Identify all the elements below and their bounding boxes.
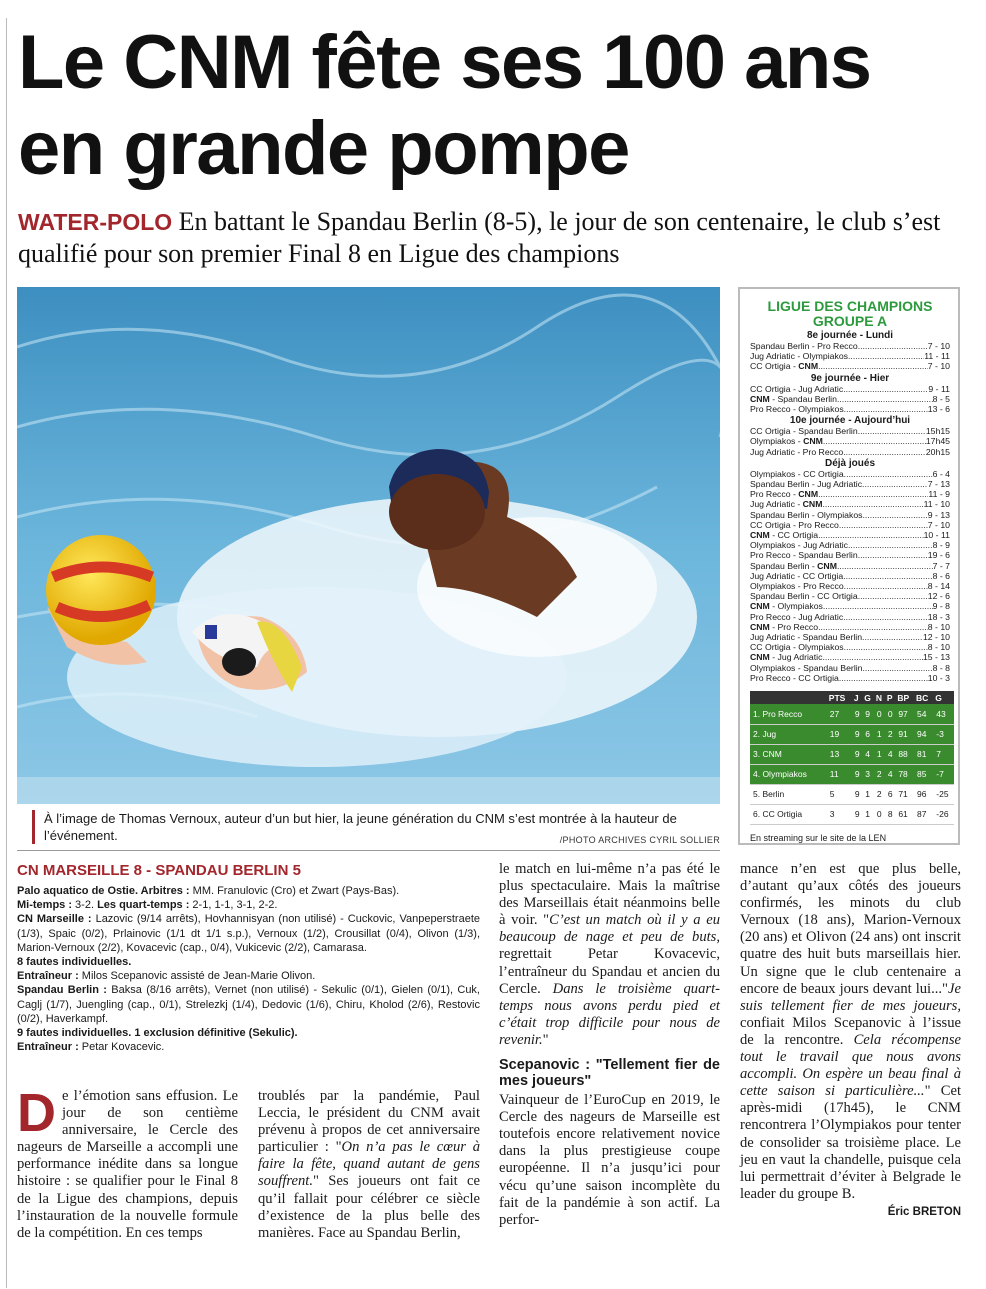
column-4-text-mid: confiait Milos Scepanovic à l’issue de la rencontre. [740,1014,961,1048]
leader-dots [839,673,928,683]
stat-cell: 2 [874,784,885,804]
stat-cell: 81 [914,744,933,764]
leader-dots [863,663,933,673]
cnm-fouls: 8 fautes individuelles. [17,956,132,969]
result-row [750,479,950,489]
result-row [750,540,950,550]
stat-cell: 4 [862,744,874,764]
result-row [750,361,950,371]
halftime-score: 3-2. [72,899,98,912]
photo-credit: /PHOTO ARCHIVES CYRIL SOLLIER [559,835,720,845]
referees: MM. Franulovic (Cro) et Zwart (Pays-Bas). [189,885,400,897]
stat-cell: 3 [827,804,852,824]
stat-cell: 9 [852,804,862,824]
match-teams: Spandau Berlin - Olympiakos [750,509,863,520]
match-score: 6 - 4 [932,468,950,479]
quarters-label: Les quart-temps : [97,899,190,912]
round-9-results [750,384,950,415]
stat-cell: 1 [874,744,885,764]
leader-dots [839,520,928,530]
result-row [750,394,950,404]
leader-dots [848,540,933,550]
box-title-1: LIGUE DES CHAMPIONS [767,298,933,314]
result-row [750,663,950,673]
leader-dots [823,436,926,446]
match-teams: CNM - Olympiakos [750,601,823,612]
played-heading: Déjà joués [824,457,876,469]
venue-label: Palo aquatico de Ostie. Arbitres : [17,885,190,897]
leader-dots [843,384,928,394]
result-row [750,601,950,611]
article-column-4 [740,861,961,1221]
standings-col-header [750,691,827,704]
result-row [750,469,950,479]
match-teams: Olympiakos - Spandau Berlin [750,662,863,673]
leader-dots [844,642,928,652]
result-row [750,426,950,436]
section-separator [17,850,720,851]
leader-dots [837,561,933,571]
standings-row [750,724,954,744]
quote-close: " [542,1031,549,1048]
leader-dots [837,394,933,404]
stat-cell: 1 [874,724,885,744]
caption-bar [32,810,35,844]
match-teams: Pro Recco - Olympiakos [750,404,844,415]
result-row [750,581,950,591]
stat-cell: 9 [852,724,862,744]
stat-cell: 91 [895,724,914,744]
stat-cell: -3 [933,724,954,744]
stat-cell: -7 [933,764,954,784]
result-row [750,530,950,540]
result-row [750,632,950,642]
match-score: 17h45 [925,436,950,447]
stat-cell: -25 [933,784,954,804]
match-teams: Spandau Berlin - CNM [750,560,837,571]
match-teams: CC Ortigia - CNM [750,361,819,372]
round-10-fixtures [750,426,950,457]
subhead [18,206,968,269]
leader-dots [848,351,924,361]
match-score: 8 - 10 [927,621,950,632]
president-quote: On n’a pas le cœur à faire la fête, quand autant de gens souffrent. [258,1139,480,1190]
stat-cell: 4 [885,744,895,764]
article-column-1 [17,1083,238,1242]
stat-cell: 9 [852,744,862,764]
leader-dots [858,341,928,351]
match-teams: Pro Recco - Jug Adriatic [750,611,844,622]
match-teams: Spandau Berlin - Jug Adriatic [750,479,863,490]
spandau-coach-label: Entraîneur : [17,1041,79,1054]
stat-cell: 96 [914,784,933,804]
match-teams: CNM - Spandau Berlin [750,393,837,404]
standings-col-header: PTS [827,691,852,704]
stat-cell: 94 [914,724,933,744]
match-score: 18 - 3 [927,611,950,622]
match-score: 8 - 5 [932,393,950,404]
leader-dots [844,469,933,479]
result-row [750,612,950,622]
match-score: 8 - 14 [927,581,950,592]
match-score: 11 - 10 [923,499,950,510]
match-teams: CC Ortigia - Pro Recco [750,519,839,530]
leader-dots [818,361,928,371]
match-score: 8 - 10 [927,642,950,653]
leader-dots [818,530,924,540]
match-score: 15 - 13 [922,652,950,663]
team-name: 2. Jug [750,724,827,744]
standings-col-header: G [933,691,954,704]
column-2-text: troublés par la pandémie, Paul Leccia, le président du CNM avait prévenu à propos de cet anniversaire particulier : " [258,1088,480,1156]
leader-dots [858,550,928,560]
result-row [750,351,950,361]
caption-text: À l’image de Thomas Vernoux, auteur d’un but hier, la jeune génération du CNM s’est montrée à la hauteur de l’événement. [44,811,677,843]
stat-cell: 6 [885,784,895,804]
stat-cell: 9 [852,784,862,804]
result-row [750,510,950,520]
stat-cell: 71 [895,784,914,804]
match-score: 13 - 6 [927,404,950,415]
stat-cell: 87 [914,804,933,824]
stat-cell: 13 [827,744,852,764]
round-8-heading: 8e journée - Lundi [806,330,894,341]
match-teams: CNM - CC Ortigia [750,530,819,541]
stat-cell: 1 [862,784,874,804]
cnm-players: Lazovic (9/14 arrêts), Hovhannisyan (non utilisé) - Cuckovic, Vanpeperstraete (1/3), Spaic (0/2), Prlainovic (1/1 dt 1/1 s.p.), Vernoux (1/2), Crousillat (0/4), Olivon (1/3), Marion-Vernoux (2/2), Kovacevic (cap., 0/4), Vukicevic (2/2), Camarasa. [17,913,480,954]
leader-dots [858,591,928,601]
column-4-text: mance n’en est que plus belle, d’autant qu’aux côtés des joueurs confirmés, les minots du club Vernoux (18 ans), Marion-Vernoux (20 ans) et Olivon (24 ans) ont inscrit quatre des huit buts marseillais hier. Un signe que le club centenaire a encore de beaux jours devant lui..." [740,861,961,997]
article-column-3 [499,861,720,1229]
leader-dots [844,404,928,414]
leader-dots [822,499,923,509]
left-rule [6,18,7,1288]
match-teams: Jug Adriatic - Pro Recco [750,446,844,457]
match-score: 20h15 [925,446,950,457]
scepanovic-quote-2: Cela récompense tout le travail que nous avons accompli. On espère un beau final à cette saison si particulière... [740,1031,961,1100]
column-4-text-end: " Cet après-midi (17h45), le CNM rencontrera l’Olympiakos pour tenter de consolider sa troisième place. Le jeu en vaut la chandelle, puisque cela lui permettrait d’éviter à Belgrade le leader du groupe B. [740,1083,962,1202]
result-row [750,436,950,446]
spandau-coach: Petar Kovacevic. [78,1041,165,1054]
match-score: 8 - 6 [932,570,950,581]
leader-dots [863,510,928,520]
match-score: 7 - 10 [927,519,950,530]
result-row [750,591,950,601]
match-score-title: CN MARSEILLE 8 - SPANDAU BERLIN 5 [17,862,301,879]
match-score: 8 - 8 [932,662,950,673]
drop-cap: D [17,1083,56,1143]
cnm-coach: Milos Scepanovic assisté de Jean-Marie Olivon. [78,970,316,983]
standings-col-header: J [852,691,862,704]
stat-cell: 5 [827,784,852,804]
box-title-2: GROUPE A [812,313,888,329]
column-1-text: e l’émotion sans effusion. Le jour de son centième anniversaire, le Cercle des nageurs de Marseille a accompli une performance inédite dans sa longue histoire : se qualifier pour le Final 8 de la Ligue des champions, depuis l’instauration de la nouvelle formule de la compétition. En ces temps [17,1088,238,1241]
match-score: 15h15 [925,426,950,437]
match-teams: Jug Adriatic - CC Ortigia [750,570,844,581]
stat-cell: 0 [874,704,885,724]
standings-table [750,691,954,825]
match-teams: Spandau Berlin - CC Ortigia [750,591,858,602]
played-results [750,469,950,683]
spandau-fouls: 9 fautes individuelles. 1 exclusion définitive (Sekulic). [17,1027,298,1040]
result-row [750,550,950,560]
match-score: 7 - 13 [927,479,950,490]
result-row [750,404,950,414]
match-teams: CC Ortigia - Olympiakos [750,642,844,653]
column-3-text: le match en lui-même n’a pas été le plus spectaculaire. Mais la maîtrise des Marseillais était néanmoins belle à voir. " [499,861,720,929]
kicker: WATER-POLO [18,209,173,235]
match-teams: Olympiakos - Jug Adriatic [750,540,849,551]
match-score: 7 - 10 [927,341,950,351]
team-name: 6. CC Ortigia [750,804,827,824]
stat-cell: 61 [895,804,914,824]
result-row [750,489,950,499]
result-row [750,520,950,530]
stat-cell: 85 [914,764,933,784]
author-signature: Éric BRETON [887,1205,961,1218]
match-score: 19 - 6 [927,550,950,561]
stat-cell: 88 [895,744,914,764]
leader-dots [822,652,923,662]
result-row [750,571,950,581]
leader-dots [843,571,932,581]
standings-row [750,704,954,724]
match-teams: Pro Recco - Spandau Berlin [750,550,858,561]
stat-cell: 3 [862,764,874,784]
standings-row [750,744,954,764]
kovacevic-quote: C’est un match où il y a eu beaucoup de nage et peu de buts, [499,912,720,946]
match-score: 7 - 10 [927,361,950,372]
match-teams: CC Ortigia - Spandau Berlin [750,426,858,437]
match-teams: Spandau Berlin - Pro Recco [750,341,858,351]
leader-dots [823,601,933,611]
article-column-2 [258,1088,480,1242]
stat-cell: 9 [852,764,862,784]
result-row [750,652,950,662]
result-row [750,673,950,683]
stat-cell: 11 [827,764,852,784]
result-row [750,622,950,632]
column-2-text-end: " Ses joueurs ont fait ce qu’il fallait pour célébrer ce siècle d’existence de la plus belle des manières. Face au Spandau Berlin, [258,1173,480,1241]
standings-col-header: P [885,691,895,704]
stat-cell: 54 [914,704,933,724]
stat-cell: 1 [862,804,874,824]
match-teams: Olympiakos - CNM [750,436,823,447]
photo-caption [44,810,720,844]
leader-dots [862,479,928,489]
match-score: 11 - 9 [928,489,950,500]
stat-cell: 97 [895,704,914,724]
leader-dots [843,612,928,622]
stat-cell: 43 [933,704,954,724]
standings-col-header: BC [914,691,933,704]
result-row [750,447,950,457]
team-name: 5. Berlin [750,784,827,804]
match-teams: Jug Adriatic - Spandau Berlin [750,632,863,643]
leader-dots [858,426,926,436]
stat-cell: 7 [933,744,954,764]
stat-cell: 19 [827,724,852,744]
match-teams: Pro Recco - CC Ortigia [750,672,839,683]
quarters-scores: 2-1, 1-1, 3-1, 2-2. [189,899,278,912]
column-3-text-2: Vainqueur de l’EuroCup en 2019, le Cercle des nageurs de Marseille est toutefois encore relativement novice dans la plus prestigieuse coupe européenne. Il n’a jusqu’ici pour vécu qu’une saison incomplète du fait de la pandémie à son actif. La perfor- [499,1092,720,1228]
match-teams: Olympiakos - Pro Recco [750,581,844,592]
standings-col-header: N [874,691,885,704]
leader-dots [844,581,928,591]
kovacevic-quote-2: Dans le troisième quart-temps nous avons perdu pied et c’était trop difficile pour nous de revenir. [499,980,720,1048]
standings-row [750,764,954,784]
match-teams: Pro Recco - CNM [750,489,819,500]
stat-cell: 0 [885,704,895,724]
leader-dots [818,489,928,499]
match-score: 12 - 10 [922,632,950,643]
match-score: 8 - 9 [932,540,950,551]
standings-header [750,691,954,704]
match-score: 10 - 3 [927,672,950,683]
match-score: 9 - 13 [927,509,950,520]
subhead-text: En battant le Spandau Berlin (8-5), le jour de son centenaire, le club s’est qualifié pour son premier Final 8 en Ligue des champions [18,207,941,268]
standings-col-header: BP [895,691,914,704]
result-row [750,561,950,571]
round-10-heading: 10e journée - Aujourd’hui [789,415,911,427]
match-sheet [17,884,480,1054]
halftime-label: Mi-temps : [17,899,72,912]
headline: Le CNM fête ses 100 ans en grande pompe [18,20,871,191]
spandau-label: Spandau Berlin : [17,984,107,997]
stat-cell: 27 [827,704,852,724]
cnm-label: CN Marseille : [17,913,92,926]
stat-cell: 6 [862,724,874,744]
stat-cell: 2 [874,764,885,784]
match-teams: CC Ortigia - Jug Adriatic [750,383,844,394]
match-score: 11 - 11 [924,351,950,362]
match-teams: Jug Adriatic - CNM [750,499,823,510]
round-9-heading: 9e journée - Hier [810,372,890,384]
result-row [750,642,950,652]
match-score: 9 - 11 [928,383,950,394]
team-name: 1. Pro Recco [750,704,827,724]
intertitle: Scepanovic : "Tellement fier de mes joueurs" [499,1057,720,1090]
match-score: 9 - 8 [932,601,950,612]
standings-row [750,804,954,824]
stat-cell: 9 [862,704,874,724]
spandau-players: Baksa (8/16 arrêts), Vernet (non utilisé) - Sekulic (0/1), Gielen (0/1), Cuk, Caglj (1/7), Juengling (cap., 0/1), Strelezkj (1/4), Dedovic (1/6), Chiru, Kholod (2/6), Restovic (0/2), Haverkampf. [17,984,480,1025]
match-teams: Olympiakos - CC Ortigia [750,468,844,479]
leader-dots [862,632,923,642]
stat-cell: 0 [874,804,885,824]
team-name: 4. Olympiakos [750,764,827,784]
cnm-coach-label: Entraîneur : [17,970,79,983]
match-teams: CNM - Jug Adriatic [750,652,823,663]
standings-row [750,784,954,804]
standings-box [738,287,960,845]
result-row [750,384,950,394]
stat-cell: 2 [885,724,895,744]
stat-cell: -26 [933,804,954,824]
result-row [750,499,950,509]
column-3-text-mid: regrettait Petar Kovacevic, l’entraîneur du Spandau et ancien du Cercle. [499,946,720,997]
match-teams: Jug Adriatic - Olympiakos [750,351,849,362]
match-score: 7 - 7 [932,560,950,571]
stat-cell: 8 [885,804,895,824]
match-teams: CNM - Pro Recco [750,621,819,632]
team-name: 3. CNM [750,744,827,764]
round-8-results [750,341,950,372]
stat-cell: 9 [852,704,862,724]
scepanovic-quote: Je suis tellement fier de mes joueurs, [740,980,961,1014]
match-photo [17,287,720,804]
standings-col-header: G [862,691,874,704]
streaming-note: En streaming sur le site de la LEN [750,832,887,843]
stat-cell: 78 [895,764,914,784]
leader-dots [818,622,928,632]
match-score: 12 - 6 [927,591,950,602]
result-row [750,341,950,351]
leader-dots [843,447,926,457]
stat-cell: 4 [885,764,895,784]
match-score: 10 - 11 [923,530,950,541]
